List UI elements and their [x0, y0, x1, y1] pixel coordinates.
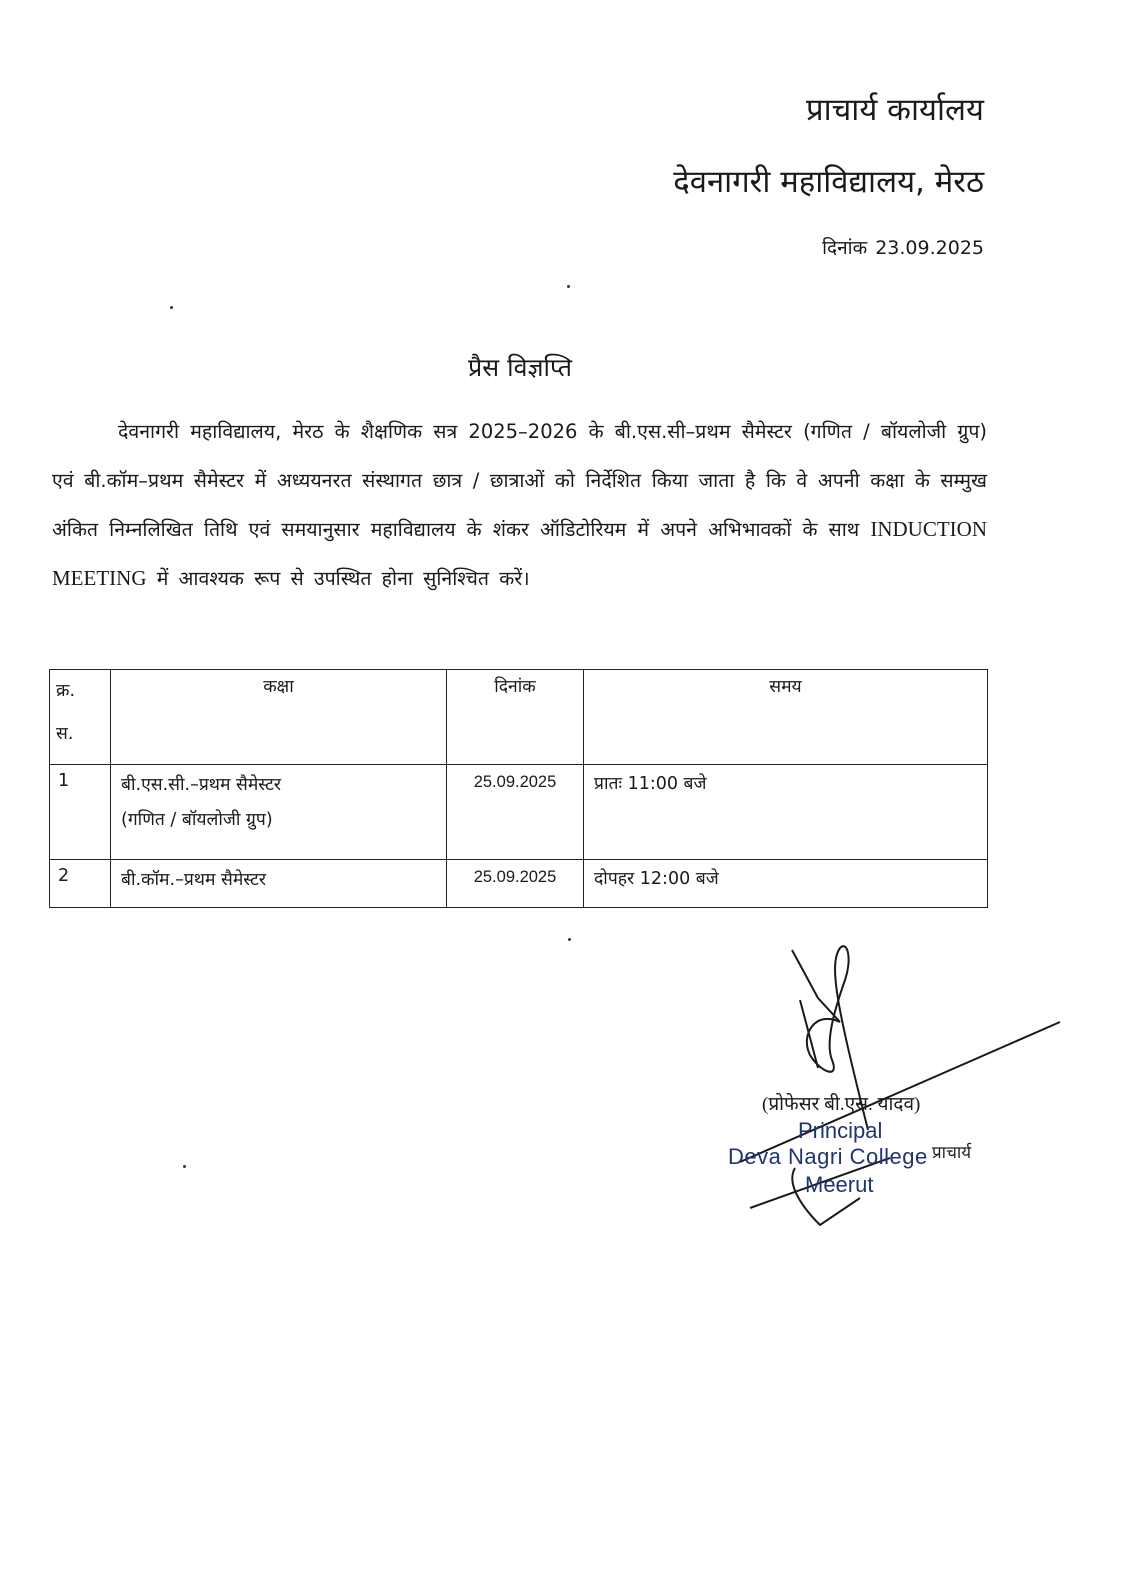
stamp-title: Principal	[798, 1118, 883, 1143]
row-serial: 1	[50, 765, 111, 860]
row-date: 25.09.2025	[447, 860, 584, 908]
scan-speck	[170, 306, 173, 309]
notice-title: प्रैस विज्ञप्ति	[468, 353, 572, 382]
table-header-row	[50, 670, 988, 765]
date-label: दिनांक	[822, 237, 868, 259]
table-row	[50, 765, 988, 860]
scan-speck	[183, 1165, 186, 1168]
header-time: समय	[584, 670, 988, 765]
signature-block	[720, 940, 1080, 1240]
signer-name: (प्रोफेसर बी.एस. यादव)	[762, 1094, 921, 1115]
header-serial-line2: स.	[56, 724, 74, 744]
issue-date	[822, 234, 984, 260]
college-name: देवनागरी महाविद्यालय, मेरठ	[673, 164, 984, 200]
table-row	[50, 860, 988, 908]
notice-body-part2: में आवश्यक रूप से उपस्थित होना सुनिश्चित करें।	[156, 567, 530, 590]
row-class	[111, 765, 447, 860]
row-time: दोपहर 12:00 बजे	[584, 860, 988, 908]
header-class: कक्षा	[111, 670, 447, 765]
row-class	[111, 860, 447, 908]
row-class-line1: बी.एस.सी.–प्रथम सैमेस्टर	[121, 775, 282, 795]
header-serial	[50, 670, 111, 765]
header-serial-line1: क्र.	[56, 681, 76, 701]
row-date: 25.09.2025	[447, 765, 584, 860]
row-time: प्रातः 11:00 बजे	[584, 765, 988, 860]
notice-body	[52, 407, 987, 603]
scan-speck	[567, 285, 570, 288]
stamp-college: Deva Nagri College	[728, 1144, 928, 1169]
notice-body-part1: देवनागरी महाविद्यालय, मेरठ के शैक्षणिक सत्र 2025–2026 के बी.एस.सी–प्रथम सैमेस्टर (गणित / बॉयलोजी ग्रुप) एवं बी.कॉम–प्रथम सैमेस्टर में अध्ययनरत संस्थागत छात्र / छात्राओं को निर्देशित किया जाता है कि वे अपनी कक्षा के सम्मुख अंकित निम्नलिखित तिथि एवं समयानुसार महाविद्यालय के शंकर ऑडिटोरियम में अपने अभिभावकों के साथ	[52, 420, 987, 541]
stamp-city: Meerut	[805, 1172, 874, 1197]
schedule-table	[49, 669, 988, 908]
row-class-line1: बी.कॉम.–प्रथम सैमेस्टर	[121, 870, 267, 890]
scan-speck	[568, 938, 571, 941]
row-class-line2: (गणित / बॉयलोजी ग्रुप)	[121, 810, 273, 830]
notice-body-english: INDUCTION MEETING	[52, 517, 988, 590]
date-value: 23.09.2025	[875, 237, 984, 259]
row-serial: 2	[50, 860, 111, 908]
office-title: प्राचार्य कार्यालय	[805, 92, 984, 128]
stamp-hindi-title: प्राचार्य	[932, 1143, 972, 1163]
header-date: दिनांक	[447, 670, 584, 765]
